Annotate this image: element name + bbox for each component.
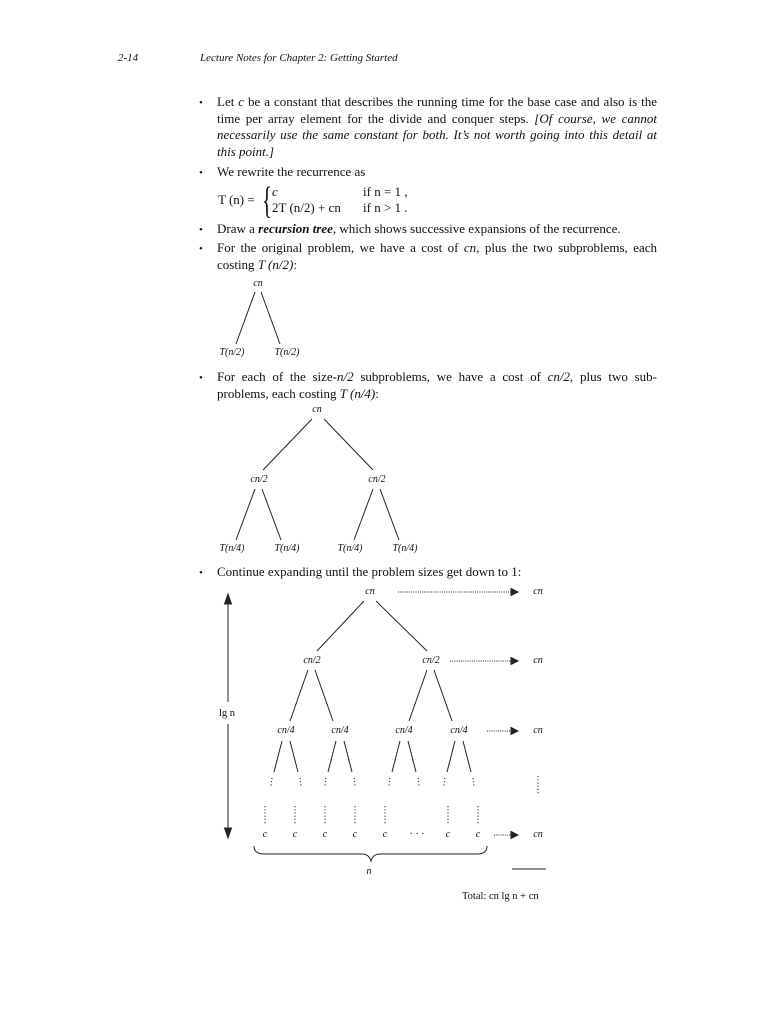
recurrence-brace: {: [262, 180, 273, 222]
tree-edge: [315, 670, 333, 721]
continuation-dots: [418, 778, 419, 786]
height-label: lg n: [219, 708, 236, 719]
text-fragment: Draw a: [217, 221, 259, 236]
tree2-leaf: T(n/4): [219, 543, 245, 554]
variable-c: c: [238, 94, 245, 109]
text-fragment: Let: [217, 94, 239, 109]
tree2-root: cn: [312, 404, 322, 415]
paragraph-continue: Continue expanding until the problem sizes get down to 1:: [217, 564, 522, 579]
tree-edge: [317, 601, 364, 651]
tree-edge: [236, 292, 255, 344]
tree-edge: [447, 741, 455, 772]
cost-pointer-head: [511, 658, 518, 665]
tree2-leaf: T(n/4): [274, 543, 300, 554]
cost-pointer-head: [511, 589, 518, 596]
tree-edge: [376, 601, 427, 651]
level-cost: cn: [533, 725, 543, 736]
tree-edge: [380, 489, 399, 540]
tree-edge: [263, 419, 312, 470]
tree-edge: [354, 489, 373, 540]
tree3-leaf: c: [322, 829, 328, 840]
variable-n-2: n/2: [337, 369, 354, 384]
text-fragment: , plus two sub-problems, each costing: [217, 369, 657, 401]
text-fragment: For each of the size-: [217, 369, 338, 384]
text-fragment: For the original problem, we have a cost of: [217, 240, 464, 255]
running-title: Lecture Notes for Chapter 2: Getting Started: [200, 52, 398, 64]
tree-edge: [328, 741, 336, 772]
tree3-leaf: c: [352, 829, 358, 840]
tree3-root: cn: [365, 586, 375, 597]
term-recursion-tree: recursion tree: [258, 221, 333, 236]
text-fragment: be a constant that describes the running time for the base case and also is the time per array element for the divide and conquer steps.: [217, 94, 657, 126]
level-cost: cn: [533, 655, 543, 666]
tree3-leaf-ellipsis: · · ·: [409, 829, 425, 840]
cost-pointer-head: [511, 832, 518, 839]
variable-cn-2: cn/2: [547, 369, 571, 384]
tree1-root: cn: [253, 278, 263, 289]
tree-edge: [261, 292, 280, 344]
tree3-level2-node: cn/4: [450, 725, 468, 736]
expression-t-n-2: T (n/2): [257, 256, 294, 272]
tree2-left-node: cn/2: [250, 474, 268, 485]
tree3-leaf: c: [292, 829, 298, 840]
recurrence-case2-expr: 2T (n/2) + cn: [272, 200, 341, 215]
continuation-dots: [300, 778, 301, 786]
width-label: n: [366, 866, 372, 877]
tree-edge: [236, 489, 255, 540]
tree3-level2-node: cn/4: [277, 725, 295, 736]
continuation-dots: [473, 778, 474, 786]
variable-cn: cn: [463, 240, 477, 255]
text-fragment: :: [375, 385, 379, 401]
cost-pointer-head: [511, 728, 518, 735]
paragraph-rewrite: We rewrite the recurrence as: [217, 164, 366, 179]
recurrence-case2-cond: if n > 1 .: [363, 200, 408, 215]
tree3-level1-node: cn/2: [422, 655, 440, 666]
tree3-leaf: c: [445, 829, 451, 840]
tree1-left-leaf: T(n/2): [219, 347, 245, 358]
arrowhead-up: [225, 594, 232, 604]
tree-edge: [463, 741, 471, 772]
tree-edge: [344, 741, 352, 772]
text-fragment: , which shows successive expansions of the recurrence.: [332, 221, 621, 236]
tree3-leaf: c: [475, 829, 481, 840]
page-number: 2-14: [118, 52, 139, 64]
tree1-right-leaf: T(n/2): [274, 347, 300, 358]
tree-edge: [290, 741, 298, 772]
continuation-dots: [325, 778, 326, 786]
text-fragment: subproblems, we have a cost of: [353, 369, 548, 384]
continuation-dots: [444, 778, 445, 786]
bullet-marker: •: [199, 567, 203, 579]
bullet-marker: •: [199, 372, 203, 384]
bullet-marker: •: [199, 97, 203, 109]
bullet-marker: •: [199, 243, 203, 255]
continuation-dots: [271, 778, 272, 786]
tree2-leaf: T(n/4): [392, 543, 418, 554]
tree2-right-node: cn/2: [368, 474, 386, 485]
arrowhead-down: [225, 828, 232, 838]
underbrace: [254, 846, 487, 861]
bullet-marker: •: [199, 224, 203, 236]
recurrence-case1-cond: if n = 1 ,: [363, 184, 408, 199]
bullet-marker: •: [199, 167, 203, 179]
tree-edge: [392, 741, 400, 772]
tree-edge: [409, 670, 427, 721]
tree3-level1-node: cn/2: [303, 655, 321, 666]
text-fragment: :: [293, 256, 297, 272]
tree3-leaf: c: [382, 829, 388, 840]
continuation-dots: [354, 778, 355, 786]
text-fragment: , plus the two subproblems, each costing: [217, 240, 658, 272]
tree2-leaf: T(n/4): [337, 543, 363, 554]
level-cost: cn: [533, 829, 543, 840]
tree3-level2-node: cn/4: [395, 725, 413, 736]
tree-edge: [324, 419, 373, 470]
continuation-dots: [389, 778, 390, 786]
tree-edge: [434, 670, 452, 721]
aside-note: [Of course, we cannot necessarily use the same constant for both. It’s not worth going into this detail at this point.]: [217, 110, 657, 159]
tree-edge: [290, 670, 308, 721]
tree3-leaf: c: [262, 829, 268, 840]
recurrence-case1-expr: c: [272, 184, 278, 199]
tree3-level2-node: cn/4: [331, 725, 349, 736]
recurrence-lhs: T (n) =: [218, 192, 255, 207]
expression-t-n-4: T (n/4): [339, 385, 376, 401]
total-cost: Total: cn lg n + cn: [462, 891, 539, 902]
tree-edge: [408, 741, 416, 772]
tree-edge: [274, 741, 282, 772]
level-cost: cn: [533, 586, 543, 597]
tree-edge: [262, 489, 281, 540]
